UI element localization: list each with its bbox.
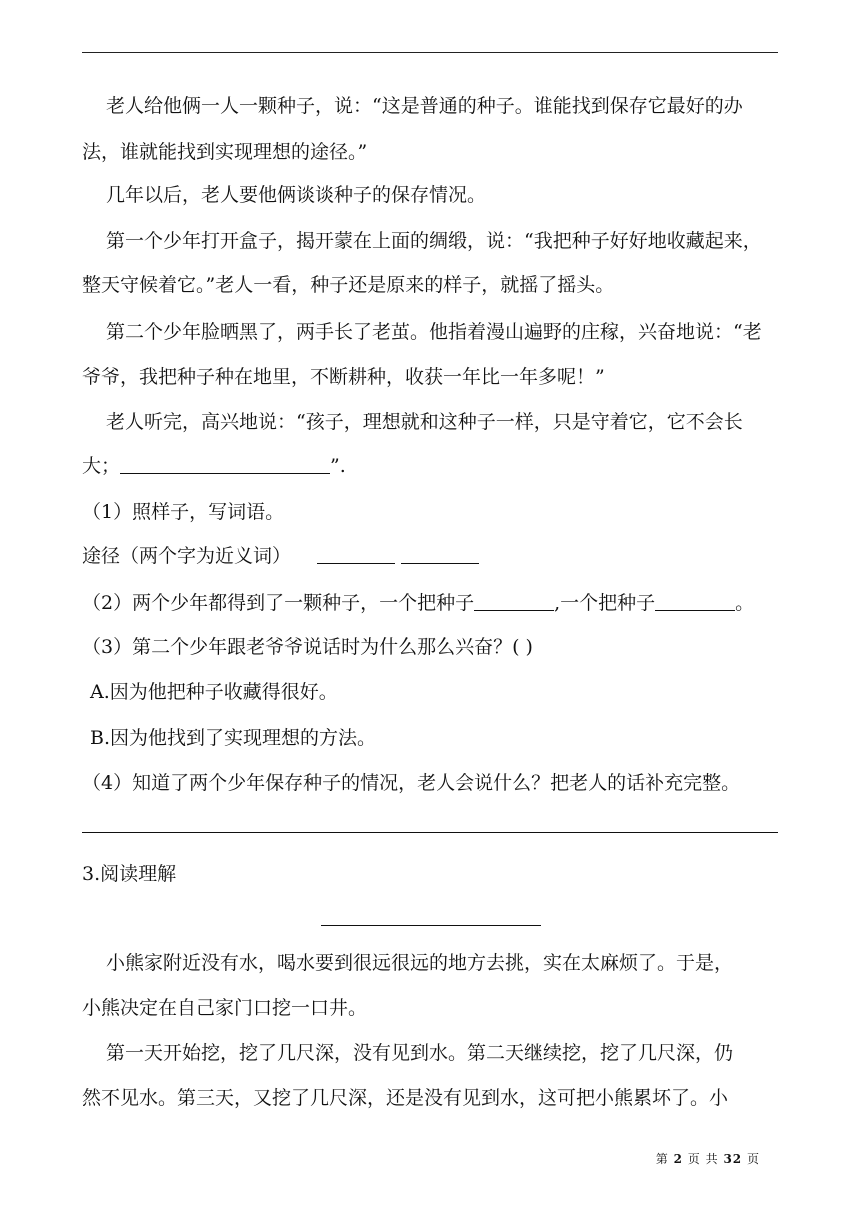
story1-line-1: 老人给他俩一人一颗种子，说：“这是普通的种子。谁能找到保存它最好的办 [106, 95, 743, 117]
question-1-example [82, 544, 782, 568]
question-2 [82, 591, 782, 615]
question-1: （1）照样子，写词语。 [82, 501, 285, 523]
story1-line-8: 老人听完，高兴地说：“孩子，理想就和这种子一样，只是守着它，它不会长 [106, 411, 743, 433]
answer-blank-synonym-1[interactable] [317, 545, 395, 564]
footer-label-page: 第 [655, 1152, 669, 1166]
answer-blank-quote[interactable] [120, 455, 330, 474]
question-3: （3）第二个少年跟老爷爷说话时为什么那么兴奋？( ) [82, 636, 533, 658]
answer-blank-synonym-2[interactable] [401, 545, 479, 564]
story1-line-5: 整天守候着它。”老人一看，种子还是原来的样子，就摇了摇头。 [82, 274, 615, 296]
footer-page-number: 2 [673, 1152, 683, 1166]
story1-line-3: 几年以后，老人要他俩谈谈种子的保存情况。 [106, 184, 487, 206]
question-2-text-a: （2）两个少年都得到了一颗种子，一个把种子 [82, 592, 475, 614]
story1-last-prefix: 大； [82, 455, 121, 477]
question-3-option-b[interactable]: B.因为他找到了实现理想的方法。 [90, 727, 377, 749]
story1-last-suffix: ”. [330, 455, 346, 477]
footer-total-pages: 32 [723, 1152, 743, 1166]
answer-blank-q2-2[interactable] [655, 592, 735, 611]
story1-last-line [82, 454, 782, 478]
footer-label-end: 页 [746, 1152, 760, 1166]
story1-line-6: 第二个少年脸晒黑了，两手长了老茧。他指着漫山遍野的庄稼，兴奋地说：“老 [106, 321, 762, 343]
story1-line-7: 爷爷，我把种子种在地里，不断耕种，收获一年比一年多呢！” [82, 366, 605, 388]
top-rule [82, 52, 778, 53]
question-4: （4）知道了两个少年保存种子的情况，老人会说什么？把老人的话补充完整。 [82, 772, 741, 794]
section-3-line-4: 然不见水。第三天，又挖了几尺深，还是没有见到水，这可把小熊累坏了。小 [82, 1087, 729, 1109]
section-3-line-1: 小熊家附近没有水，喝水要到很远很远的地方去挑，实在太麻烦了。于是， [106, 952, 734, 974]
answer-blank-q2-1[interactable] [474, 592, 554, 611]
question-2-text-b: ,一个把种子 [554, 592, 656, 614]
question-1-example-label: 途径（两个字为近义词） [82, 545, 292, 567]
story1-line-2: 法，谁就能找到实现理想的途径。” [82, 141, 368, 163]
story1-line-4: 第一个少年打开盒子，揭开蒙在上面的绸缎，说：“我把种子好好地收藏起来， [106, 230, 762, 252]
page-footer [656, 1150, 760, 1167]
question-2-end: 。 [735, 592, 755, 614]
answer-line-q4[interactable] [82, 832, 778, 833]
section-3-line-3: 第一天开始挖，挖了几尺深，没有见到水。第二天继续挖，挖了几尺深，仍 [106, 1042, 734, 1064]
section-3-heading: 3.阅读理解 [82, 863, 177, 885]
footer-label-mid: 页 共 [687, 1152, 719, 1166]
section-3-line-2: 小熊决定在自己家门口挖一口井。 [82, 997, 368, 1019]
title-blank[interactable] [321, 925, 541, 926]
question-3-option-a[interactable]: A.因为他把种子收藏得很好。 [90, 681, 338, 703]
